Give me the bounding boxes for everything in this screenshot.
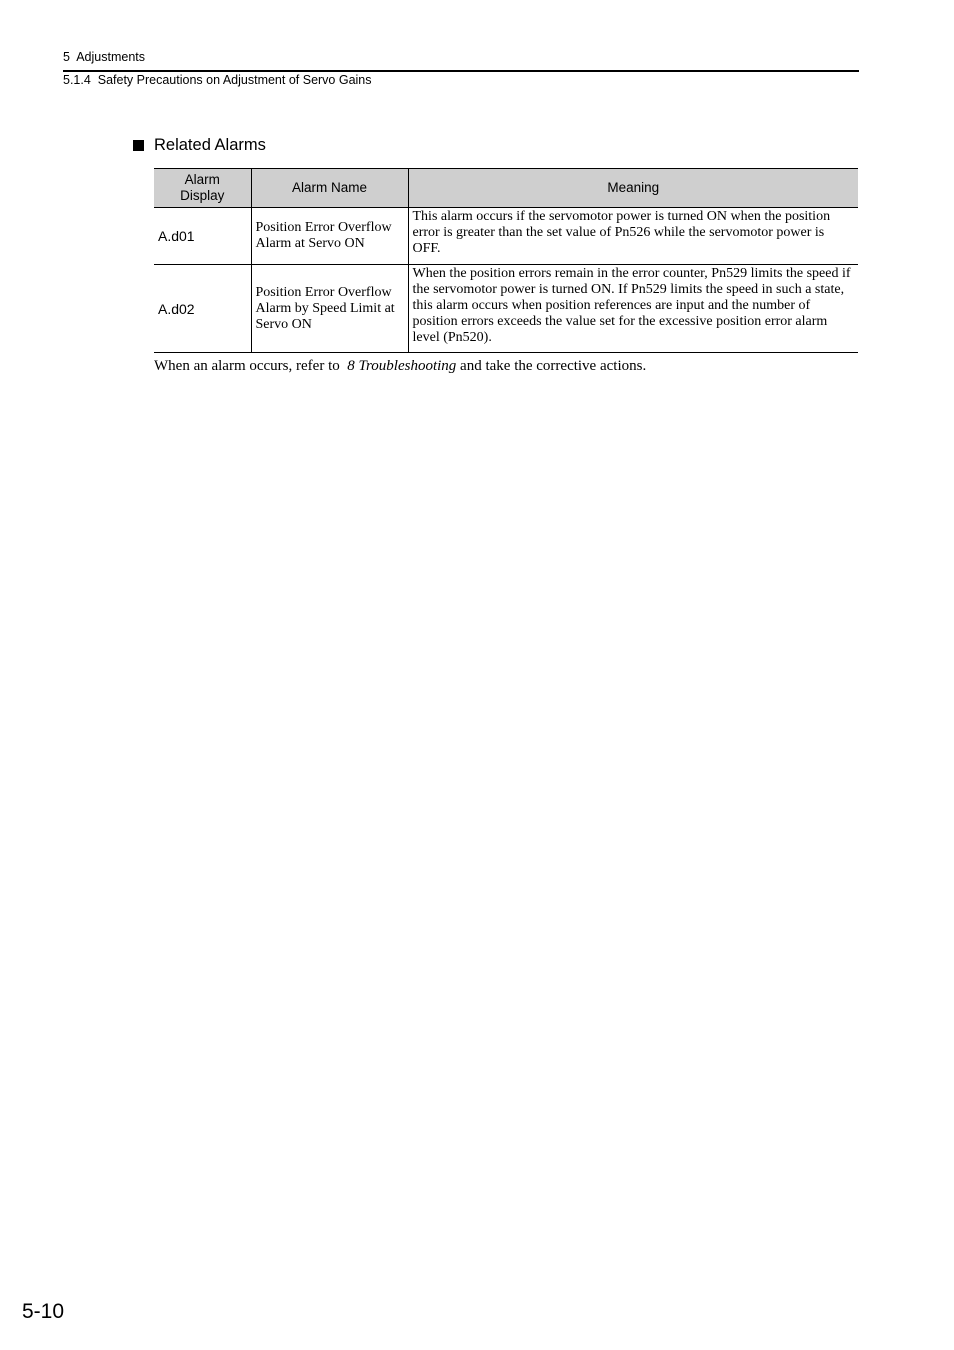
note-suffix: and take the corrective actions.	[456, 358, 647, 374]
alarm-name-cell: Position Error Overflow Alarm at Servo ON	[251, 208, 408, 265]
alarm-display-cell: A.d01	[154, 208, 251, 265]
troubleshooting-reference-link[interactable]: 8 Troubleshooting	[347, 358, 457, 374]
section-heading	[133, 136, 266, 155]
note-prefix: When an alarm occurs, refer to	[154, 358, 348, 374]
header-section: 5.1.4 Safety Precautions on Adjustment of Servo Gains	[63, 73, 372, 87]
page-number: 5-10	[22, 1300, 65, 1323]
table-row	[154, 265, 858, 353]
header-rule	[63, 70, 859, 72]
square-bullet-icon	[133, 140, 144, 151]
column-header-alarm-name: Alarm Name	[251, 169, 408, 208]
alarm-meaning-cell: When the position errors remain in the error counter, Pn529 limits the speed if the servomotor power is turned ON. If Pn529 limits the speed in such a state, this alarm occurs when position references are input and the number of position errors exceeds the value set for the excessive position error alarm level (Pn520).	[408, 265, 858, 353]
alarm-meaning-cell: This alarm occurs if the servomotor power is turned ON when the position error is greater than the set value of Pn526 while the servomotor power is OFF.	[408, 208, 858, 265]
alarm-name-cell: Position Error Overflow Alarm by Speed Limit at Servo ON	[251, 265, 408, 353]
table-row	[154, 208, 858, 265]
section-heading-text: Related Alarms	[154, 136, 266, 154]
column-header-meaning: Meaning	[408, 169, 858, 208]
related-alarms-table	[154, 168, 858, 353]
corrective-action-note	[154, 358, 646, 375]
table-header-row	[154, 169, 858, 208]
alarm-display-cell: A.d02	[154, 265, 251, 353]
header-chapter: 5 Adjustments	[63, 50, 145, 64]
column-header-alarm-display: Alarm Display	[154, 169, 251, 208]
